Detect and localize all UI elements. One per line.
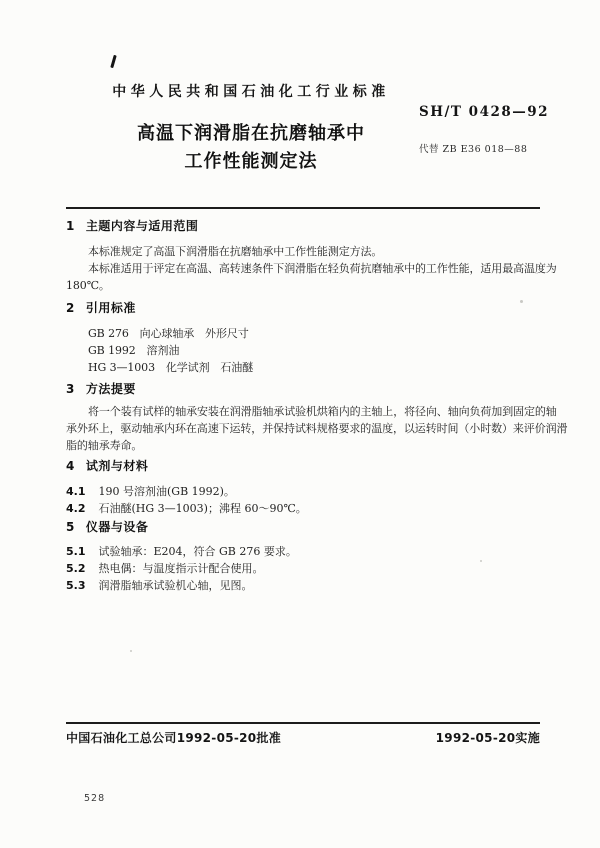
clause-text: 润滑脂轴承试验机心轴，见图。 (98, 579, 253, 592)
document-title-line-1: 高温下润滑脂在抗磨轴承中 (137, 123, 365, 144)
clause-text: 190 号溶剂油(GB 1992)。 (98, 485, 235, 498)
clause-5-2 (66, 560, 264, 576)
header-divider-rule (66, 207, 540, 209)
section-title: 引用标准 (85, 301, 136, 315)
scan-speck (130, 650, 132, 652)
ink-mark-artifact (110, 55, 116, 68)
section-title: 仪器与设备 (85, 520, 149, 534)
clause-number: 4.1 (66, 485, 86, 498)
reference-line: HG 3—1003 化学试剂 石油醚 (88, 361, 254, 374)
section-number: 3 (66, 382, 75, 396)
section-number: 1 (66, 219, 75, 233)
body-line: 180℃。 (66, 279, 110, 292)
section-heading-scope (66, 217, 198, 234)
section-heading-summary (66, 380, 136, 397)
body-line: 本标准规定了高温下润滑脂在抗磨轴承中工作性能测定方法。 (88, 245, 383, 258)
page-number: 528 (84, 793, 106, 804)
standard-category-title: 中华人民共和国石油化工行业标准 (112, 84, 390, 100)
clause-number: 4.2 (66, 502, 86, 515)
body-line: 本标准适用于评定在高温、高转速条件下润滑脂在轻负荷抗磨轴承中的工作性能，适用最高温度为 (88, 262, 557, 275)
reference-line: GB 276 向心球轴承 外形尺寸 (88, 327, 249, 340)
clause-number: 5.1 (66, 545, 86, 558)
implementation-date: 1992-05-20实施 (435, 731, 540, 745)
section-heading-references (66, 299, 136, 316)
section-title: 试剂与材料 (85, 459, 149, 473)
section-title: 主题内容与适用范围 (85, 219, 199, 233)
approval-statement: 中国石油化工总公司1992-05-20批准 (66, 731, 282, 745)
body-line: 承外环上，驱动轴承内环在高速下运转，并保持试料规格要求的温度，以运转时间（小时数）来评价润滑 (66, 422, 568, 435)
clause-5-1 (66, 543, 297, 559)
section-number: 2 (66, 301, 75, 315)
clause-4-1 (66, 483, 235, 499)
section-number: 4 (66, 459, 75, 473)
section-number: 5 (66, 520, 75, 534)
clause-4-2 (66, 500, 307, 516)
clause-number: 5.2 (66, 562, 86, 575)
section-title: 方法提要 (85, 382, 136, 396)
clause-number: 5.3 (66, 579, 86, 592)
scan-speck (520, 300, 523, 303)
clause-text: 热电偶：与温度指示计配合使用。 (98, 562, 264, 575)
body-line: 将一个装有试样的轴承安装在润滑脂轴承试验机烘箱内的主轴上，将径向、轴向负荷加到固定的轴 (88, 405, 557, 418)
standard-code: SH/T 0428—92 (419, 104, 550, 120)
footer-divider-rule (66, 722, 540, 724)
reference-line: GB 1992 溶剂油 (88, 344, 180, 357)
clause-5-3 (66, 577, 253, 593)
section-heading-reagents (66, 457, 148, 474)
section-heading-apparatus (66, 518, 148, 535)
superseded-standard: 代替 ZB E36 018—88 (419, 144, 528, 155)
scan-speck (480, 560, 482, 562)
document-title-line-2: 工作性能测定法 (184, 151, 318, 172)
body-line: 脂的轴承寿命。 (66, 439, 143, 452)
clause-text: 试验轴承：E204，符合 GB 276 要求。 (98, 545, 297, 558)
clause-text: 石油醚(HG 3—1003)；沸程 60～90℃。 (98, 502, 307, 515)
